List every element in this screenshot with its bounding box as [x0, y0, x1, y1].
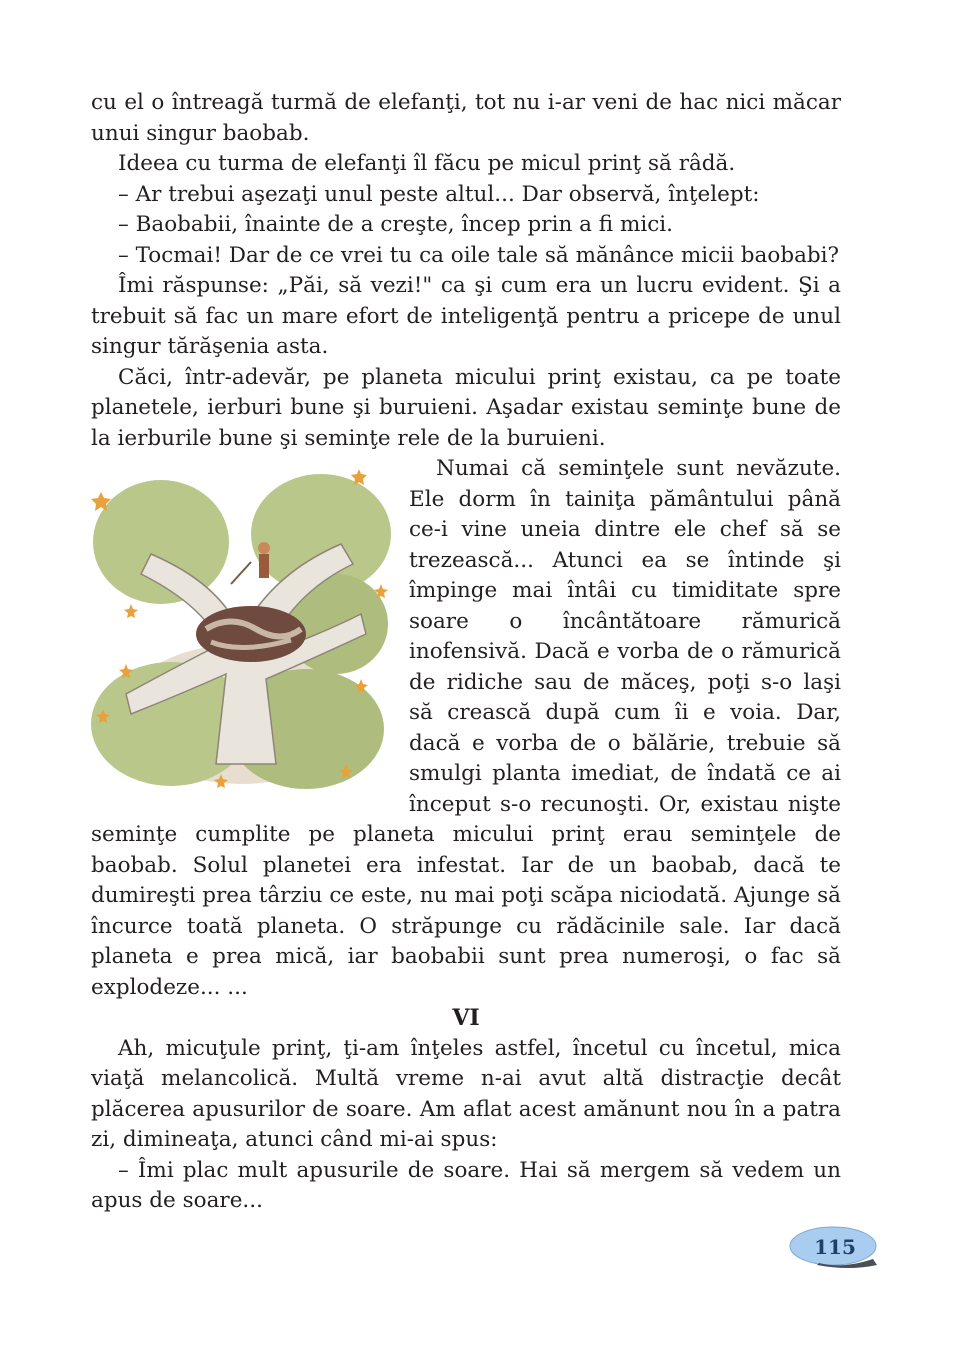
chapter-heading: VI — [452, 1005, 480, 1031]
paragraph: Căci, într-adevăr, pe planeta micului prinţ existau, ca pe toate planetele, ierburi bune şi buruieni. Aşadar existau seminţe bune de la ierburile bune şi seminţe rele de la buruieni. — [91, 364, 841, 451]
text-block-top — [91, 88, 841, 1003]
page-body — [91, 88, 841, 1217]
baobab-illustration — [91, 464, 409, 804]
paragraph-wrapped: Numai că seminţele sunt nevăzute. Ele dorm în tainiţa pământului până ce-i vine uneia dintre ele chef să se trezească... Atunci ea se întinde şi împinge mai întâi cu timiditate spre soare o încântătoare rămurică inofensivă. Dacă e vorba de o rămurică de ridiche sau de măceş, poţi s-o laşi să crească după cum îi e voia. Dar, dacă e vorba de o bălărie, trebuie să smulgi planta imediat, de îndată ce ai început s-o recunoşti. Or, existau nişte seminţe cumplite pe planeta micului prinţ erau seminţele de baobab. Solul planetei era infestat. Iar de un baobab, dacă te dumireşti prea târziu ce este, nu mai poţi scăpa niciodată. Ajunge să încurce toată planeta. O străpunge cu rădăcinile sale. Iar dacă planeta e prea mică, iar baobabii sunt prea numeroşi, o fac să explodeze... ... — [91, 456, 841, 1000]
page-number: 115 — [814, 1235, 856, 1259]
paragraph: Ah, micuţule prinţ, ţi-am înţeles astfel, încetul cu încetul, mica viaţă melancolică. Multă vreme n-ai avut altă distracţie decât plăcerea apusurilor de soare. Am aflat acest amănunt nou în a patra zi, dimineaţa, atunci când mi-ai spus: — [91, 1035, 841, 1152]
paragraph: Ideea cu turma de elefanţi îl făcu pe micul prinţ să râdă. — [118, 151, 736, 176]
paragraph: Îmi răspunse: „Păi, să vezi!" ca şi cum era un lucru evident. Şi a trebuit să fac un mare efort de inteligenţă pentru a pricepe de unul singur tărăşenia asta. — [91, 273, 841, 359]
dialogue-line: – Baobabii, înainte de a creşte, încep prin a fi mici. — [118, 212, 673, 237]
baobab-planet-drawing — [91, 464, 391, 799]
text-block-bottom — [91, 1034, 841, 1217]
dialogue-line: – Tocmai! Dar de ce vrei tu ca oile tale să mănânce micii baobabi? — [118, 242, 840, 268]
dialogue-line: – Îmi plac mult apusurile de soare. Hai să mergem să vedem un apus de soare... — [91, 1157, 841, 1213]
paragraph: cu el o întreagă turmă de elefanţi, tot nu i-ar veni de hac nici măcar unui singur baobab. — [91, 90, 841, 146]
dialogue-line: – Ar trebui aşezaţi unul peste altul... Dar observă, înţelept: — [118, 181, 760, 207]
